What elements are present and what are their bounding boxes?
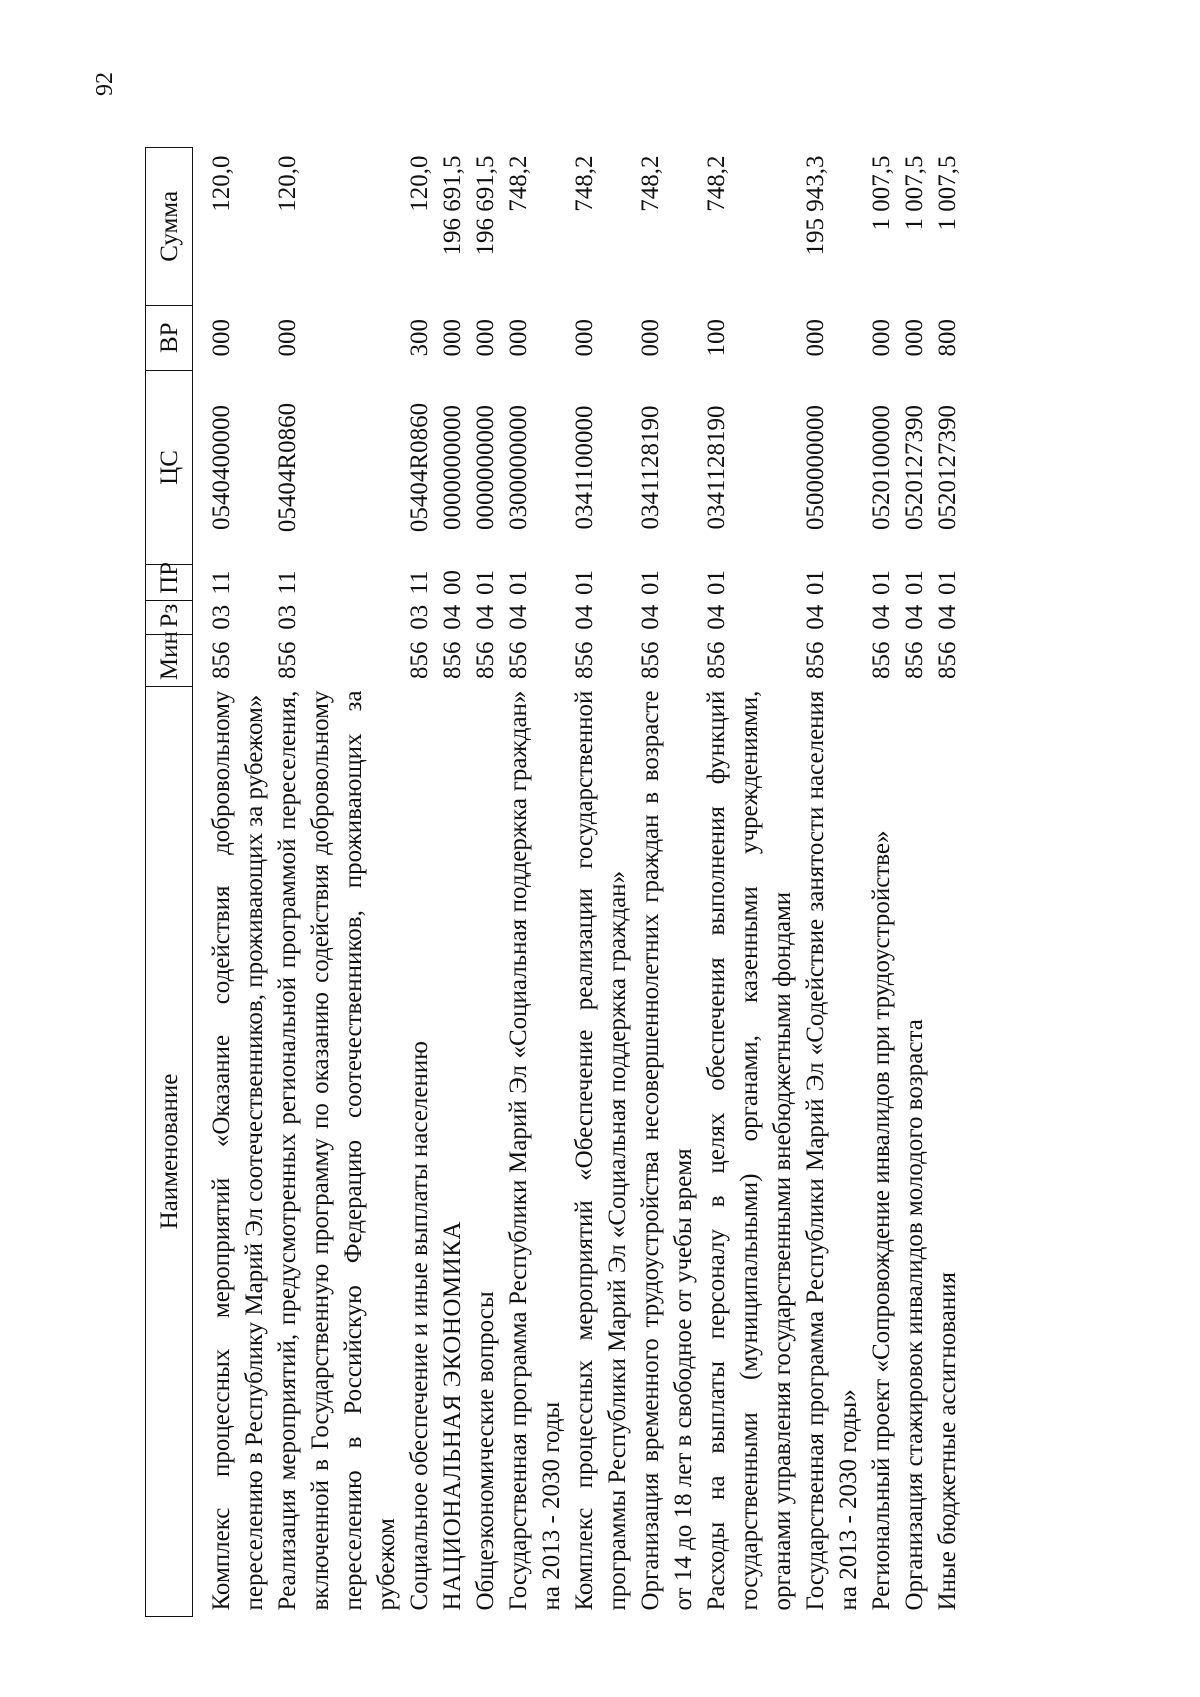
row-sum: 1 007,5 [901,155,928,231]
table-row [205,148,271,1617]
table-row [865,148,898,1617]
row-rz: 04 [868,604,895,630]
row-rz: 03 [208,604,235,630]
row-sum: 196 691,5 [439,155,466,256]
row-cs: 05404R0860 [406,402,433,533]
row-pr: 11 [208,570,235,595]
row-cs: 0341128190 [703,405,730,530]
row-vr: 300 [406,318,433,357]
row-vr: 000 [901,318,928,357]
row-rz: 04 [571,604,598,630]
row-pr: 01 [868,570,895,596]
row-sum: 748,2 [505,155,532,212]
row-rz: 04 [505,604,532,630]
row-cs: 0341100000 [571,405,598,530]
row-sum: 748,2 [637,155,664,212]
row-cs: 0500000000 [802,405,829,530]
row-cs: 0520100000 [868,405,895,530]
row-rz: 04 [439,604,466,630]
table-row [568,148,634,1617]
row-sum: 1 007,5 [934,155,961,231]
row-cs: 0341128190 [637,405,664,530]
row-sum: 120,0 [406,155,433,212]
row-name: Комплекс процессных мероприятий «Обеспечение реализации государственной программы Республики Марий Эл «Социальная поддержка граждан» [571,690,631,1611]
table-row [469,148,502,1617]
row-min: 856 [637,641,664,680]
table-header-row [146,148,193,1617]
row-name: Государственная программа Республики Марий Эл «Социальная поддержка граждан» на 2013 - 2030 годы [505,690,565,1611]
spacer-cell [193,148,206,1617]
row-vr: 000 [274,318,301,357]
table-row [403,148,436,1617]
row-vr: 000 [637,318,664,357]
row-name: Государственная программа Республики Марий Эл «Содействие занятости населения на 2013 - 2030 годы» [802,690,862,1611]
table-row [931,148,964,1617]
table-row [436,148,469,1617]
row-pr: 01 [934,570,961,596]
header-min: Мин [146,634,193,687]
table-row [799,148,865,1617]
table-row [898,148,931,1617]
row-pr: 11 [406,570,433,595]
row-vr: 100 [703,318,730,357]
row-pr: 11 [274,570,301,595]
row-name: НАЦИОНАЛЬНАЯ ЭКОНОМИКА [439,1221,466,1611]
row-sum: 195 943,3 [802,155,829,256]
row-name: Реализация мероприятий, предусмотренных региональной программой переселения, включенной в Государственную программу по оказанию содействия добровольному переселению в Российскую Федерацию соотечественников, проживающих за рубежом [274,690,400,1611]
row-rz: 04 [637,604,664,630]
row-min: 856 [802,641,829,680]
row-cs: 0000000000 [472,405,499,530]
row-sum: 120,0 [208,155,235,212]
row-cs: 0000000000 [439,405,466,530]
row-sum: 748,2 [571,155,598,212]
row-rz: 04 [802,604,829,630]
row-min: 856 [472,641,499,680]
header-name: Наименование [146,687,193,1617]
budget-table [145,147,964,1617]
header-sum: Сумма [146,148,193,306]
row-sum: 748,2 [703,155,730,212]
row-vr: 000 [208,318,235,357]
row-vr: 000 [802,318,829,357]
spacer-row [193,148,206,1617]
row-name: Иные бюджетные ассигнования [934,1271,961,1611]
row-min: 856 [934,641,961,680]
row-cs: 0520127390 [934,405,961,530]
row-pr: 01 [637,570,664,596]
row-min: 856 [505,641,532,680]
row-name: Организация временного трудоустройства несовершеннолетних граждан в возрасте от 14 до 18 лет в свободное от учебы время [637,690,697,1611]
row-vr: 000 [868,318,895,357]
row-rz: 03 [274,604,301,630]
row-rz: 04 [934,604,961,630]
row-rz: 03 [406,604,433,630]
header-cs: ЦС [146,370,193,564]
row-min: 856 [274,641,301,680]
row-name: Расходы на выплаты персоналу в целях обеспечения выполнения функций государственными (муниципальными) органами, казенными учреждениями, органами управления государственными внебюджетными фондами [703,690,796,1611]
row-vr: 000 [439,318,466,357]
row-min: 856 [208,641,235,680]
row-min: 856 [868,641,895,680]
row-pr: 01 [571,570,598,596]
row-rz: 04 [703,604,730,630]
row-name: Комплекс процессных мероприятий «Оказание содействия добровольному переселению в Республику Марий Эл соотечественников, проживающих за рубежом» [208,690,268,1611]
table-row [634,148,700,1617]
row-name: Организация стажировок инвалидов молодого возраста [901,1019,928,1611]
table-row [502,148,568,1617]
row-pr: 01 [505,570,532,596]
row-cs: 0540400000 [208,405,235,530]
row-cs: 0300000000 [505,405,532,530]
row-pr: 01 [802,570,829,596]
header-vr: ВР [146,305,193,370]
row-vr: 000 [505,318,532,357]
row-sum: 120,0 [274,155,301,212]
row-name: Общеэкономические вопросы [472,1291,499,1611]
row-min: 856 [703,641,730,680]
row-pr: 01 [703,570,730,596]
row-pr: 00 [439,570,466,596]
header-rz: Рз [146,600,193,634]
row-sum: 1 007,5 [868,155,895,231]
row-cs: 0520127390 [901,405,928,530]
row-vr: 000 [571,318,598,357]
table-row [271,148,403,1617]
table-row [700,148,799,1617]
row-min: 856 [901,641,928,680]
page-number: 92 [92,72,118,96]
row-pr: 01 [472,570,499,596]
row-min: 856 [406,641,433,680]
row-cs: 05404R0860 [274,402,301,533]
row-rz: 04 [901,604,928,630]
row-min: 856 [439,641,466,680]
row-vr: 000 [472,318,499,357]
row-vr: 800 [934,318,961,357]
header-pr: ПР [146,565,193,601]
row-rz: 04 [472,604,499,630]
row-name: Региональный проект «Сопровождение инвалидов при трудоустройстве» [868,830,895,1611]
row-name: Социальное обеспечение и иные выплаты населению [406,1041,433,1611]
row-pr: 01 [901,570,928,596]
row-min: 856 [571,641,598,680]
row-sum: 196 691,5 [472,155,499,256]
